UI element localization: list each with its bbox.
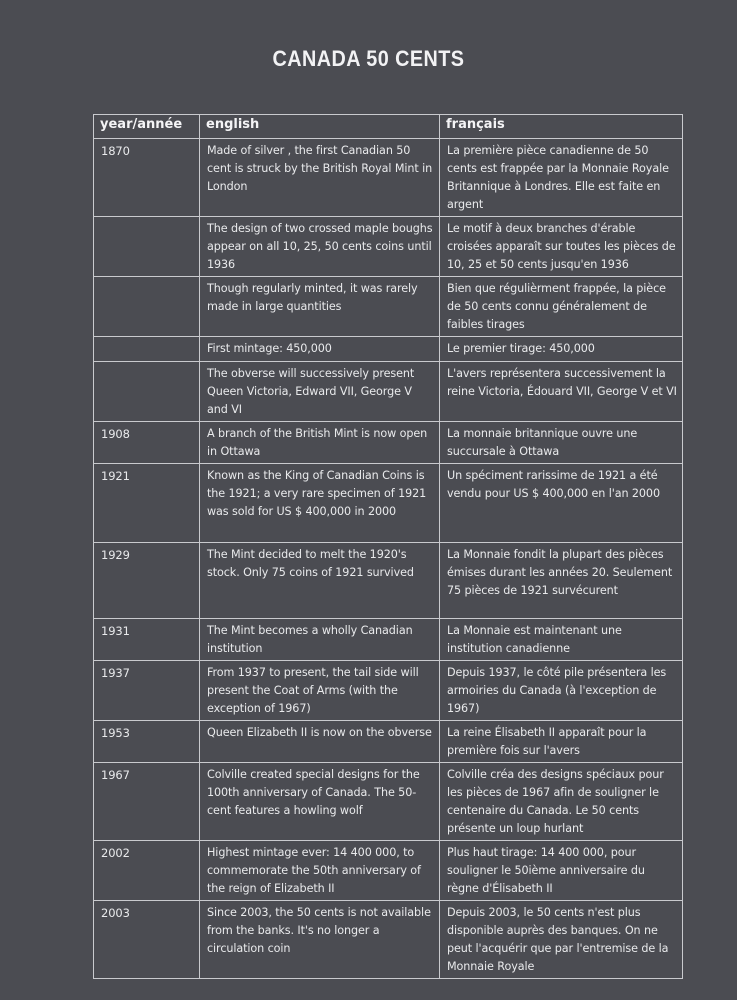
cell-english: The Mint decided to melt the 1920's stock. Only 75 coins of 1921 survived bbox=[200, 543, 440, 619]
table-row bbox=[94, 763, 683, 841]
table-body bbox=[94, 139, 683, 979]
cell-year: 1931 bbox=[94, 619, 200, 661]
cell-french: Bien que régulièrment frappée, la pièce de 50 cents connu généralement de faibles tirages bbox=[440, 277, 683, 337]
cell-english: Since 2003, the 50 cents is not available from the banks. It's no longer a circulation coin bbox=[200, 901, 440, 979]
cell-english: Known as the King of Canadian Coins is the 1921; a very rare specimen of 1921 was sold for US $ 400,000 in 2000 bbox=[200, 464, 440, 543]
header-row bbox=[94, 115, 683, 139]
table-row bbox=[94, 543, 683, 619]
cell-english: Colville created special designs for the 100th anniversary of Canada. The 50-cent features a howling wolf bbox=[200, 763, 440, 841]
cell-year bbox=[94, 277, 200, 337]
cell-year: 1921 bbox=[94, 464, 200, 543]
cell-year: 1967 bbox=[94, 763, 200, 841]
cell-year: 1929 bbox=[94, 543, 200, 619]
table-row bbox=[94, 337, 683, 362]
cell-english: First mintage: 450,000 bbox=[200, 337, 440, 362]
table-row bbox=[94, 721, 683, 763]
cell-english: A branch of the British Mint is now open in Ottawa bbox=[200, 422, 440, 464]
cell-year bbox=[94, 362, 200, 422]
table-row bbox=[94, 841, 683, 901]
table-row bbox=[94, 464, 683, 543]
table-row bbox=[94, 422, 683, 464]
cell-french: La monnaie britannique ouvre une succursale à Ottawa bbox=[440, 422, 683, 464]
cell-french: Depuis 1937, le côté pile présentera les armoiries du Canada (à l'exception de 1967) bbox=[440, 661, 683, 721]
table-row bbox=[94, 619, 683, 661]
cell-french: Le premier tirage: 450,000 bbox=[440, 337, 683, 362]
cell-english: From 1937 to present, the tail side will present the Coat of Arms (with the exception of 1967) bbox=[200, 661, 440, 721]
cell-year bbox=[94, 217, 200, 277]
cell-year: 2002 bbox=[94, 841, 200, 901]
cell-year: 1953 bbox=[94, 721, 200, 763]
header-year: year/année bbox=[94, 115, 200, 139]
table-row bbox=[94, 277, 683, 337]
cell-french: La reine Élisabeth II apparaît pour la première fois sur l'avers bbox=[440, 721, 683, 763]
cell-english: The design of two crossed maple boughs appear on all 10, 25, 50 cents coins until 1936 bbox=[200, 217, 440, 277]
table-row bbox=[94, 217, 683, 277]
cell-french: La Monnaie fondit la plupart des pièces émises durant les années 20. Seulement 75 pièces de 1921 survécurent bbox=[440, 543, 683, 619]
page-title: CANADA 50 CENTS bbox=[272, 46, 465, 71]
header-french: français bbox=[440, 115, 683, 139]
cell-french: L'avers représentera successivement la reine Victoria, Édouard VII, George V et VI bbox=[440, 362, 683, 422]
cell-english: Though regularly minted, it was rarely made in large quantities bbox=[200, 277, 440, 337]
cell-year: 1937 bbox=[94, 661, 200, 721]
cell-year: 1908 bbox=[94, 422, 200, 464]
cell-year: 1870 bbox=[94, 139, 200, 217]
cell-french: Plus haut tirage: 14 400 000, pour souligner le 50ième anniversaire du règne d'Élisabeth II bbox=[440, 841, 683, 901]
table-row bbox=[94, 139, 683, 217]
cell-french: Depuis 2003, le 50 cents n'est plus disponible auprès des banques. On ne peut l'acquérir que par l'entremise de la Monnaie Royale bbox=[440, 901, 683, 979]
cell-english: The obverse will successively present Queen Victoria, Edward VII, George V and VI bbox=[200, 362, 440, 422]
cell-english: Made of silver , the first Canadian 50 cent is struck by the British Royal Mint in London bbox=[200, 139, 440, 217]
history-table-container bbox=[93, 114, 682, 979]
cell-french: Colville créa des designs spéciaux pour les pièces de 1967 afin de souligner le centenaire du Canada. Le 50 cents présente un loup hurlant bbox=[440, 763, 683, 841]
table-row bbox=[94, 362, 683, 422]
cell-english: Queen Elizabeth II is now on the obverse bbox=[200, 721, 440, 763]
cell-french: Un spéciment rarissime de 1921 a été vendu pour US $ 400,000 en l'an 2000 bbox=[440, 464, 683, 543]
table-row bbox=[94, 901, 683, 979]
cell-year: 2003 bbox=[94, 901, 200, 979]
cell-english: Highest mintage ever: 14 400 000, to commemorate the 50th anniversary of the reign of Elizabeth II bbox=[200, 841, 440, 901]
table-header bbox=[94, 115, 683, 139]
table-row bbox=[94, 661, 683, 721]
cell-french: La Monnaie est maintenant une institution canadienne bbox=[440, 619, 683, 661]
cell-french: La première pièce canadienne de 50 cents est frappée par la Monnaie Royale Britannique à Londres. Elle est faite en argent bbox=[440, 139, 683, 217]
history-table bbox=[93, 114, 683, 979]
cell-english: The Mint becomes a wholly Canadian institution bbox=[200, 619, 440, 661]
cell-french: Le motif à deux branches d'érable croisées apparaît sur toutes les pièces de 10, 25 et 50 cents jusqu'en 1936 bbox=[440, 217, 683, 277]
cell-year bbox=[94, 337, 200, 362]
header-english: english bbox=[200, 115, 440, 139]
